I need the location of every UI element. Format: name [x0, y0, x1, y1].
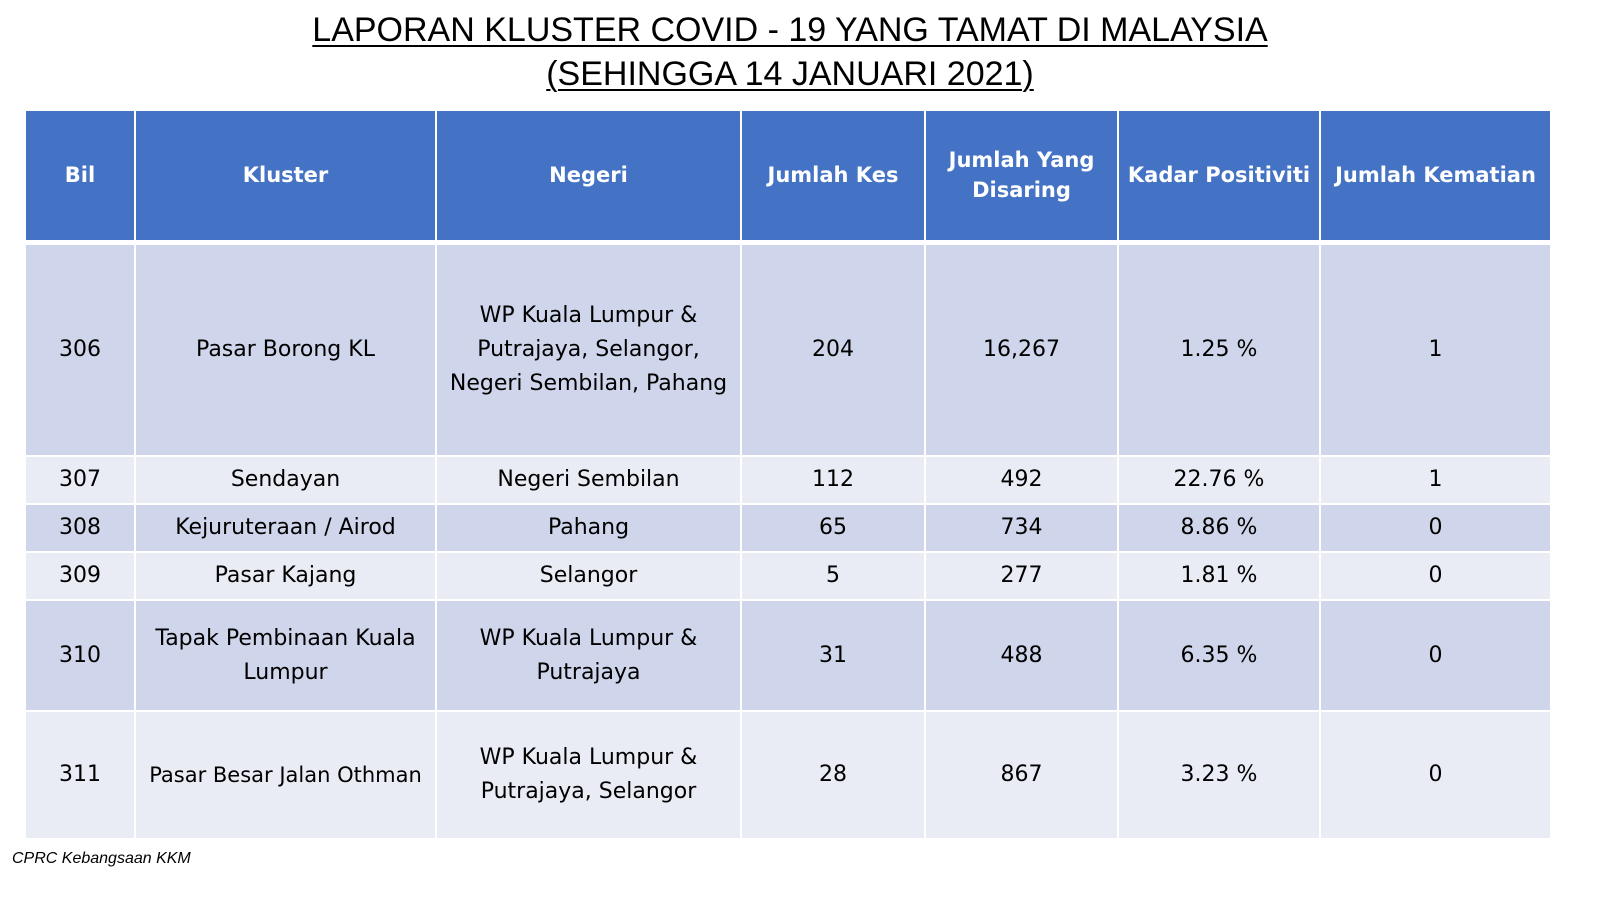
cell-negeri-text: WP Kuala Lumpur & Putrajaya, Selangor: [479, 745, 698, 804]
cell-negeri: WP Kuala Lumpur & Putrajaya, Selangor, Negeri Sembilan, Pahang: [436, 242, 741, 456]
cell-negeri: Negeri Sembilan: [436, 456, 741, 504]
cell-jumlah-kematian: 0: [1320, 600, 1551, 711]
cell-kluster-text: Tapak Pembinaan Kuala Lumpur: [155, 625, 416, 685]
cell-kadar-positiviti: 1.25 %: [1118, 242, 1320, 456]
cell-bil: 308: [25, 504, 135, 552]
cell-jumlah-kes: 5: [741, 552, 925, 600]
cell-jumlah-disaring: 16,267: [925, 242, 1118, 456]
header-jumlah-kematian: Jumlah Kematian: [1320, 110, 1551, 242]
cell-jumlah-kematian: 0: [1320, 504, 1551, 552]
report-title: [0, 8, 1580, 96]
cell-kluster: Kejuruteraan / Airod: [135, 504, 436, 552]
table-row: [25, 242, 1551, 456]
cell-kluster: [135, 600, 436, 711]
cell-jumlah-kes: 112: [741, 456, 925, 504]
header-kluster: Kluster: [135, 110, 436, 242]
cell-negeri: [436, 600, 741, 711]
table-row: [25, 552, 1551, 600]
report-title-line2: (SEHINGGA 14 JANUARI 2021): [546, 55, 1034, 93]
cell-bil: 311: [25, 711, 135, 839]
cell-bil: 309: [25, 552, 135, 600]
cell-jumlah-kematian: 1: [1320, 242, 1551, 456]
table-row: [25, 504, 1551, 552]
cell-kluster: Sendayan: [135, 456, 436, 504]
cell-kluster: Pasar Kajang: [135, 552, 436, 600]
cell-jumlah-disaring: 734: [925, 504, 1118, 552]
header-jumlah-disaring-text: Jumlah Yang Disaring: [948, 148, 1095, 203]
cell-kluster: Pasar Besar Jalan Othman: [135, 711, 436, 839]
cell-jumlah-disaring: 277: [925, 552, 1118, 600]
cell-negeri: [436, 711, 741, 839]
cell-jumlah-kes: 28: [741, 711, 925, 839]
header-jumlah-disaring: [925, 110, 1118, 242]
cell-negeri-text: WP Kuala Lumpur & Putrajaya: [479, 625, 698, 685]
cell-bil: 310: [25, 600, 135, 711]
cell-kadar-positiviti: 8.86 %: [1118, 504, 1320, 552]
header-negeri: Negeri: [436, 110, 741, 242]
cell-kadar-positiviti: 6.35 %: [1118, 600, 1320, 711]
cell-bil: 306: [25, 242, 135, 456]
cell-jumlah-kematian: 0: [1320, 711, 1551, 839]
cell-jumlah-disaring: 488: [925, 600, 1118, 711]
cell-jumlah-disaring: 867: [925, 711, 1118, 839]
header-bil: Bil: [25, 110, 135, 242]
cluster-table: [24, 109, 1552, 840]
cell-kluster: Pasar Borong KL: [135, 242, 436, 456]
source-footnote: CPRC Kebangsaan KKM: [12, 850, 191, 867]
cell-jumlah-kematian: 0: [1320, 552, 1551, 600]
header-jumlah-kes: Jumlah Kes: [741, 110, 925, 242]
cell-jumlah-kes: 31: [741, 600, 925, 711]
cell-jumlah-kes: 65: [741, 504, 925, 552]
table-row: [25, 456, 1551, 504]
cell-jumlah-disaring: 492: [925, 456, 1118, 504]
cell-negeri: Pahang: [436, 504, 741, 552]
cell-negeri: Selangor: [436, 552, 741, 600]
cell-bil: 307: [25, 456, 135, 504]
table-row: [25, 600, 1551, 711]
report-title-line1: LAPORAN KLUSTER COVID - 19 YANG TAMAT DI MALAYSIA: [312, 11, 1268, 49]
cell-jumlah-kematian: 1: [1320, 456, 1551, 504]
table-row: [25, 711, 1551, 839]
header-kadar-positiviti: Kadar Positiviti: [1118, 110, 1320, 242]
cell-jumlah-kes: 204: [741, 242, 925, 456]
cell-kadar-positiviti: 1.81 %: [1118, 552, 1320, 600]
table-header-row: [25, 110, 1551, 242]
cell-kadar-positiviti: 3.23 %: [1118, 711, 1320, 839]
cell-kadar-positiviti: 22.76 %: [1118, 456, 1320, 504]
